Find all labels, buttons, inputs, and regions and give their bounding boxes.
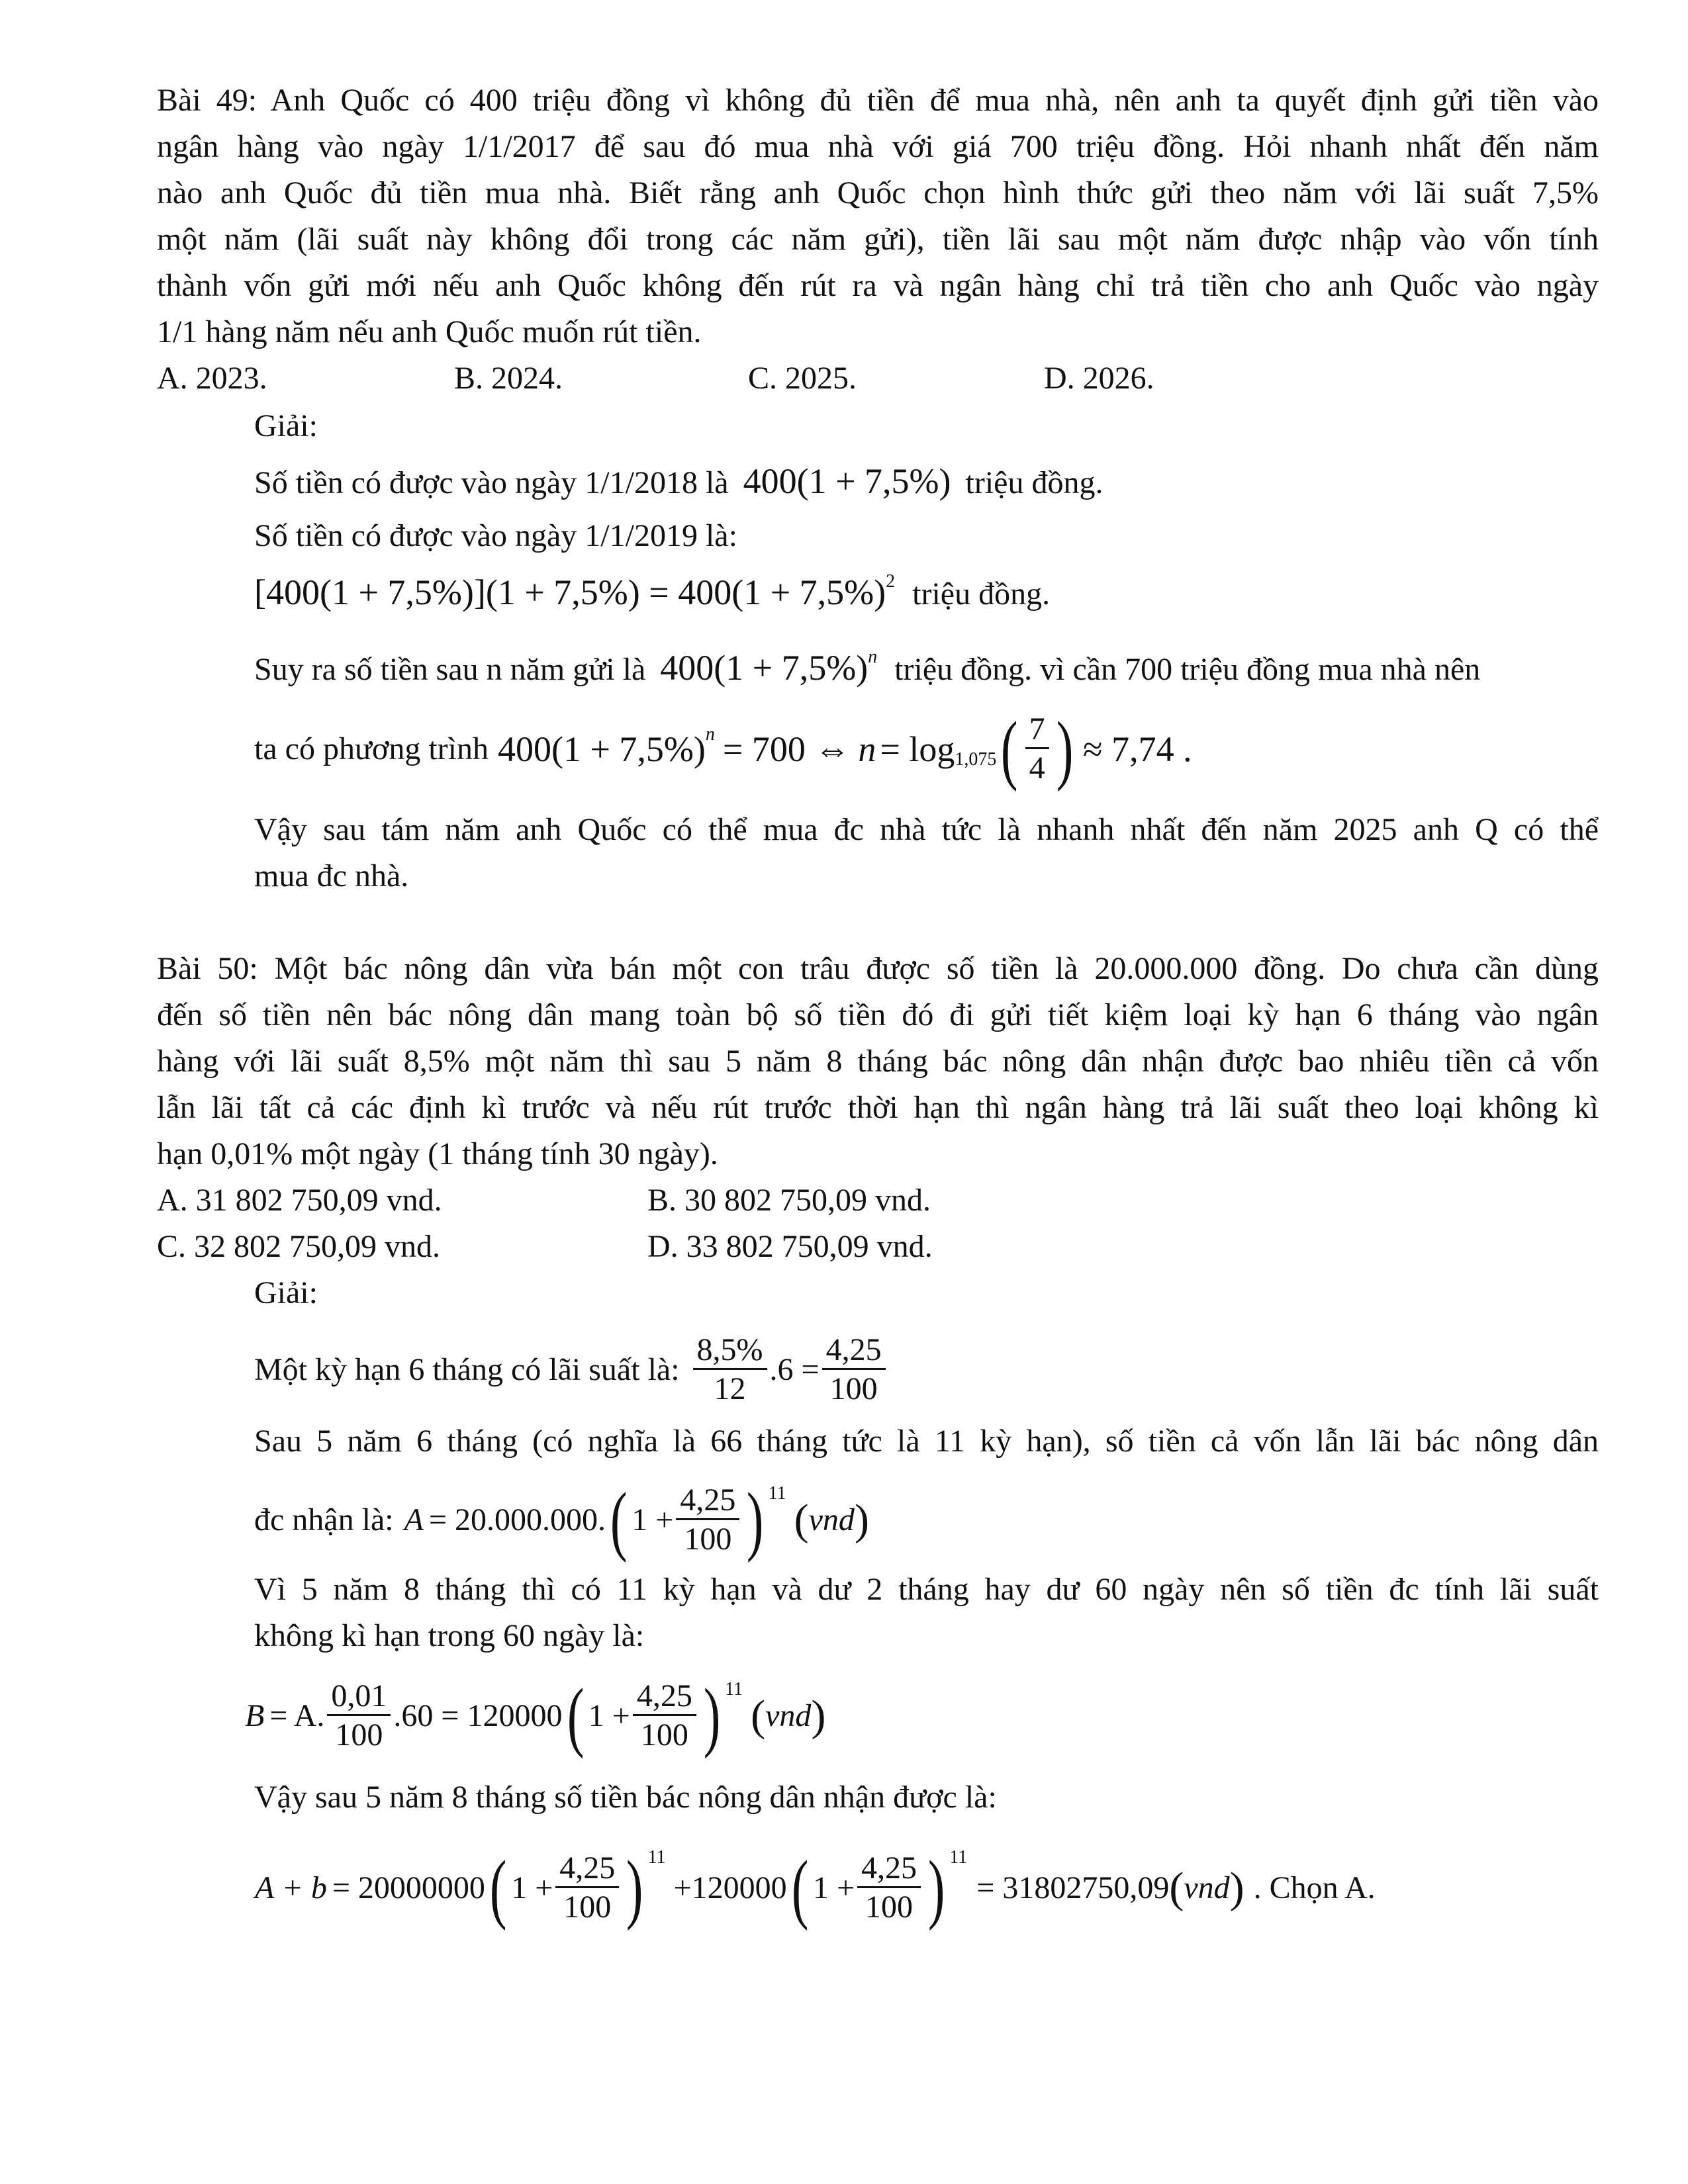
unit-vnd: vnd bbox=[765, 1698, 812, 1733]
result-value: = 31802750,09 bbox=[976, 1870, 1170, 1905]
bai49-step-5-n: n bbox=[858, 729, 876, 769]
fraction-denominator: 100 bbox=[563, 1889, 612, 1925]
bai50-option-c: C. 32 802 750,09 vnd. bbox=[157, 1229, 441, 1264]
bai49-line-4: một năm (lãi suất này không đổi trong các năm gửi), tiền lãi sau một năm được nhập vào vốn tính bbox=[157, 222, 1599, 257]
fraction-denominator: 100 bbox=[684, 1522, 732, 1557]
exponent: 11 bbox=[647, 1847, 666, 1868]
bai49-line-2: ngân hàng vào ngày 1/1/2017 để sau đó mua nhà với giá 700 triệu đồng. Hỏi nhanh nhất đến năm bbox=[157, 129, 1599, 164]
bai49-step-5-equals: = 700 ⇔ bbox=[722, 729, 851, 769]
unit-vnd: vnd bbox=[1184, 1870, 1230, 1905]
right-paren-icon: ) bbox=[927, 1844, 945, 1931]
bai50-step-2-equals: = 20.000.000. bbox=[428, 1502, 606, 1537]
bai49-line-3: nào anh Quốc đủ tiền mua nhà. Biết rằng anh Quốc chọn hình thức gửi theo năm với lãi suất 7,5% bbox=[157, 175, 1599, 210]
bai50-step-6-fraction-2 bbox=[857, 1850, 921, 1927]
bai49-step-5 bbox=[254, 703, 1192, 796]
bai49-step-2: Số tiền có được vào ngày 1/1/2019 là: bbox=[254, 518, 737, 553]
left-paren-icon: ( bbox=[791, 1844, 809, 1931]
bai50-step-5-text: Vậy sau 5 năm 8 tháng số tiền bác nông dân nhận được là: bbox=[254, 1780, 997, 1815]
bai49-line-6: 1/1 hàng năm nếu anh Quốc muốn rút tiền. bbox=[157, 314, 702, 349]
right-paren-icon: ) bbox=[703, 1672, 721, 1759]
bai50-option-b: B. 30 802 750,09 vnd. bbox=[647, 1183, 931, 1218]
bai49-step-4-exponent: n bbox=[868, 647, 878, 667]
fraction-numerator: 0,01 bbox=[327, 1678, 391, 1716]
left-paren-icon: ( bbox=[751, 1692, 766, 1740]
bai49-conclusion-line-2: mua đc nhà. bbox=[254, 858, 409, 893]
bai50-step-2-fraction bbox=[676, 1482, 739, 1559]
bai49-step-3-exponent: 2 bbox=[886, 571, 896, 592]
fraction-numerator: 4,25 bbox=[633, 1678, 696, 1716]
bai49-step-5-log: = log bbox=[880, 729, 955, 769]
lhs-sum: A + b bbox=[255, 1870, 327, 1905]
variable-a: A bbox=[404, 1502, 424, 1537]
bai49-step-3 bbox=[254, 571, 1051, 612]
fraction-denominator: 4 bbox=[1029, 751, 1045, 786]
bai49-step-4-math: 400(1 + 7,5%) bbox=[660, 648, 868, 688]
bai49-step-1-unit: triệu đồng. bbox=[965, 465, 1103, 500]
bai50-option-a: A. 31 802 750,09 vnd. bbox=[157, 1183, 442, 1218]
fraction-denominator: 100 bbox=[865, 1889, 914, 1925]
bai50-step-2-formula bbox=[254, 1471, 869, 1570]
right-paren-icon: ) bbox=[811, 1692, 826, 1740]
fraction-denominator: 12 bbox=[714, 1371, 746, 1407]
exponent: 11 bbox=[949, 1847, 968, 1868]
bai49-step-4-rest: triệu đồng. vì cần 700 triệu đồng mua nhà nên bbox=[894, 652, 1481, 687]
bai49-step-5-exponent: n bbox=[705, 724, 715, 745]
one-plus: 1 + bbox=[632, 1502, 674, 1537]
right-paren-icon: ) bbox=[854, 1496, 869, 1544]
fraction-numerator: 4,25 bbox=[822, 1332, 886, 1370]
fraction-numerator: 8,5% bbox=[693, 1332, 767, 1370]
left-paren-icon: ( bbox=[610, 1477, 628, 1563]
bai50-step-4-fraction-1 bbox=[327, 1678, 391, 1754]
bai49-giai-label: Giải: bbox=[254, 408, 318, 443]
plus-term: +120000 bbox=[673, 1870, 787, 1905]
unit-vnd: vnd bbox=[808, 1502, 855, 1537]
one-plus: 1 + bbox=[588, 1698, 630, 1733]
fraction-denominator: 100 bbox=[829, 1371, 878, 1407]
left-paren-icon: ( bbox=[794, 1496, 809, 1544]
right-paren-icon: ) bbox=[747, 1477, 764, 1563]
bai50-step-1-text: Một kỳ hạn 6 tháng có lãi suất là: bbox=[254, 1352, 680, 1387]
bai49-line-1: Bài 49: Anh Quốc có 400 triệu đồng vì không đủ tiền để mua nhà, nên anh ta quyết định gửi tiền vào bbox=[157, 83, 1599, 118]
bai49-step-1-text: Số tiền có được vào ngày 1/1/2018 là bbox=[254, 465, 729, 500]
bai50-step-1 bbox=[254, 1324, 888, 1416]
bai50-step-1-fraction-1 bbox=[693, 1332, 767, 1408]
bai49-step-5-log-base: 1,075 bbox=[955, 749, 997, 770]
bai50-step-1-fraction-2 bbox=[822, 1332, 886, 1408]
bai49-step-4 bbox=[254, 647, 1481, 688]
bai49-option-d: D. 2026. bbox=[1044, 361, 1154, 396]
bai49-conclusion-line-1: Vậy sau tám năm anh Quốc có thể mua đc nhà tức là nhanh nhất đến năm 2025 anh Q có thể bbox=[254, 812, 1599, 847]
bai49-step-4-text: Suy ra số tiền sau n năm gửi là bbox=[254, 652, 646, 687]
fraction-numerator: 4,25 bbox=[555, 1850, 619, 1888]
left-paren-icon: ( bbox=[1001, 705, 1018, 792]
right-paren-icon: ) bbox=[1229, 1864, 1244, 1912]
fraction-numerator: 4,25 bbox=[676, 1482, 739, 1520]
exponent: 11 bbox=[768, 1483, 786, 1504]
bai50-step-6-formula bbox=[255, 1832, 1376, 1944]
left-paren-icon: ( bbox=[567, 1672, 584, 1759]
bai50-step-2-text: đc nhận là: bbox=[254, 1502, 394, 1537]
bai50-step-4-multiplier: .60 = 120000 bbox=[393, 1698, 563, 1733]
bai50-step-4-formula bbox=[245, 1666, 825, 1766]
fraction-numerator: 4,25 bbox=[857, 1850, 921, 1888]
one-plus: 1 + bbox=[812, 1870, 855, 1905]
bai50-step-4-fraction-2 bbox=[633, 1678, 696, 1754]
bai49-step-5-text: ta có phương trình bbox=[254, 731, 489, 766]
left-paren-icon: ( bbox=[1169, 1864, 1184, 1912]
bai49-line-5: thành vốn gửi mới nếu anh Quốc không đến rút ra và ngân hàng chỉ trả tiền cho anh Quốc vào ngày bbox=[157, 268, 1599, 303]
bai50-step-3-line-1: Vì 5 năm 8 tháng thì có 11 kỳ hạn và dư 2 tháng hay dư 60 ngày nên số tiền đc tính lãi suất bbox=[254, 1572, 1599, 1607]
bai50-line-4: lẫn lãi tất cả các định kì trước và nếu rút trước thời hạn thì ngân hàng trả lãi suất theo loại không kì bbox=[157, 1090, 1599, 1125]
fraction-denominator: 100 bbox=[335, 1717, 383, 1753]
bai50-giai-label: Giải: bbox=[254, 1275, 318, 1310]
left-paren-icon: ( bbox=[489, 1844, 507, 1931]
bai49-step-1 bbox=[254, 463, 1103, 499]
bai49-option-c: C. 2025. bbox=[748, 361, 857, 396]
bai50-step-6-equals: = 20000000 bbox=[332, 1870, 485, 1905]
bai49-step-1-math: 400(1 + 7,5%) bbox=[743, 461, 951, 501]
bai49-step-5-approx: ≈ 7,74 . bbox=[1082, 729, 1192, 769]
answer-choice: . Chọn A. bbox=[1253, 1870, 1376, 1905]
fraction-numerator: 7 bbox=[1025, 711, 1049, 749]
bai50-step-4-equals: = A. bbox=[269, 1698, 325, 1733]
bai49-step-3-math: [400(1 + 7,5%)](1 + 7,5%) = 400(1 + 7,5%) bbox=[254, 572, 886, 612]
bai50-step-1-multiplier: .6 = bbox=[769, 1352, 820, 1387]
bai49-step-5-fraction bbox=[1025, 711, 1049, 788]
bai50-line-3: hàng với lãi suất 8,5% một năm thì sau 5 năm 8 tháng bác nông dân nhận được bao nhiêu tiền cả vốn bbox=[157, 1044, 1599, 1079]
bai50-line-5: hạn 0,01% một ngày (1 tháng tính 30 ngày). bbox=[157, 1136, 718, 1171]
bai49-option-b: B. 2024. bbox=[454, 361, 563, 396]
bai50-step-2-line-1: Sau 5 năm 6 tháng (có nghĩa là 66 tháng tức là 11 kỳ hạn), số tiền cả vốn lẫn lãi bác nông dân bbox=[254, 1424, 1599, 1459]
bai50-option-d: D. 33 802 750,09 vnd. bbox=[647, 1229, 933, 1264]
right-paren-icon: ) bbox=[626, 1844, 643, 1931]
variable-b: B bbox=[245, 1698, 265, 1733]
fraction-denominator: 100 bbox=[640, 1717, 688, 1753]
one-plus: 1 + bbox=[511, 1870, 553, 1905]
bai49-step-5-math: 400(1 + 7,5%) bbox=[498, 729, 706, 769]
exponent: 11 bbox=[725, 1679, 743, 1700]
bai50-line-2: đến số tiền nên bác nông dân mang toàn bộ số tiền đó đi gửi tiết kiệm loại kỳ hạn 6 tháng vào ngân bbox=[157, 997, 1599, 1032]
bai50-step-6-fraction-1 bbox=[555, 1850, 619, 1927]
bai49-step-3-unit: triệu đồng. bbox=[912, 576, 1051, 612]
bai49-option-a: A. 2023. bbox=[157, 361, 267, 396]
bai50-step-3-line-2: không kì hạn trong 60 ngày là: bbox=[254, 1618, 645, 1653]
right-paren-icon: ) bbox=[1056, 705, 1074, 792]
bai50-line-1: Bài 50: Một bác nông dân vừa bán một con trâu được số tiền là 20.000.000 đồng. Do chưa cần dùng bbox=[157, 951, 1599, 986]
